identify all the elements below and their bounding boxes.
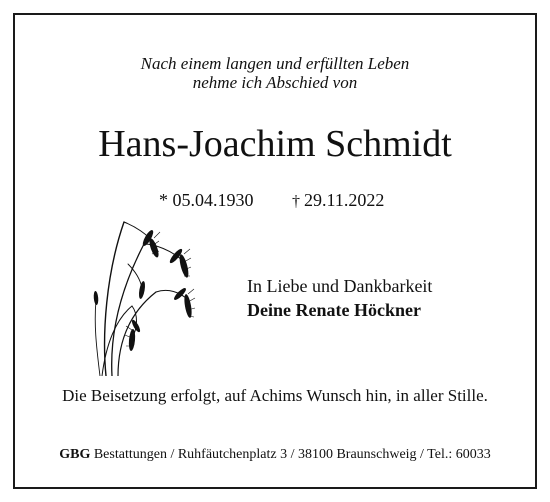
closing-signature: Deine Renate Höckner bbox=[247, 300, 421, 320]
intro-line-1: Nach einem langen und erfüllten Leben bbox=[140, 54, 410, 73]
deceased-name: Hans-Joachim Schmidt bbox=[98, 123, 452, 165]
intro-line-2: nehme ich Abschied von bbox=[192, 73, 358, 92]
death-date: 29.11.2022 bbox=[304, 190, 385, 210]
funeral-note: Die Beisetzung erfolgt, auf Achims Wunsch hin, in aller Stille. bbox=[62, 386, 488, 405]
birth-date: * 05.04.1930 bbox=[159, 190, 254, 210]
funeral-home-details: Bestattungen / Ruhfäutchenplatz 3 / 38100 Braunschweig / Tel.: 60033 bbox=[90, 447, 491, 462]
funeral-home-brand: GBG bbox=[59, 447, 91, 462]
funeral-home-footer bbox=[0, 446, 550, 464]
dagger-icon: † bbox=[292, 193, 300, 210]
grass-ears-icon bbox=[92, 214, 202, 376]
death-date-group bbox=[292, 189, 384, 213]
closing-line-1: In Liebe und Dankbarkeit bbox=[247, 276, 433, 296]
